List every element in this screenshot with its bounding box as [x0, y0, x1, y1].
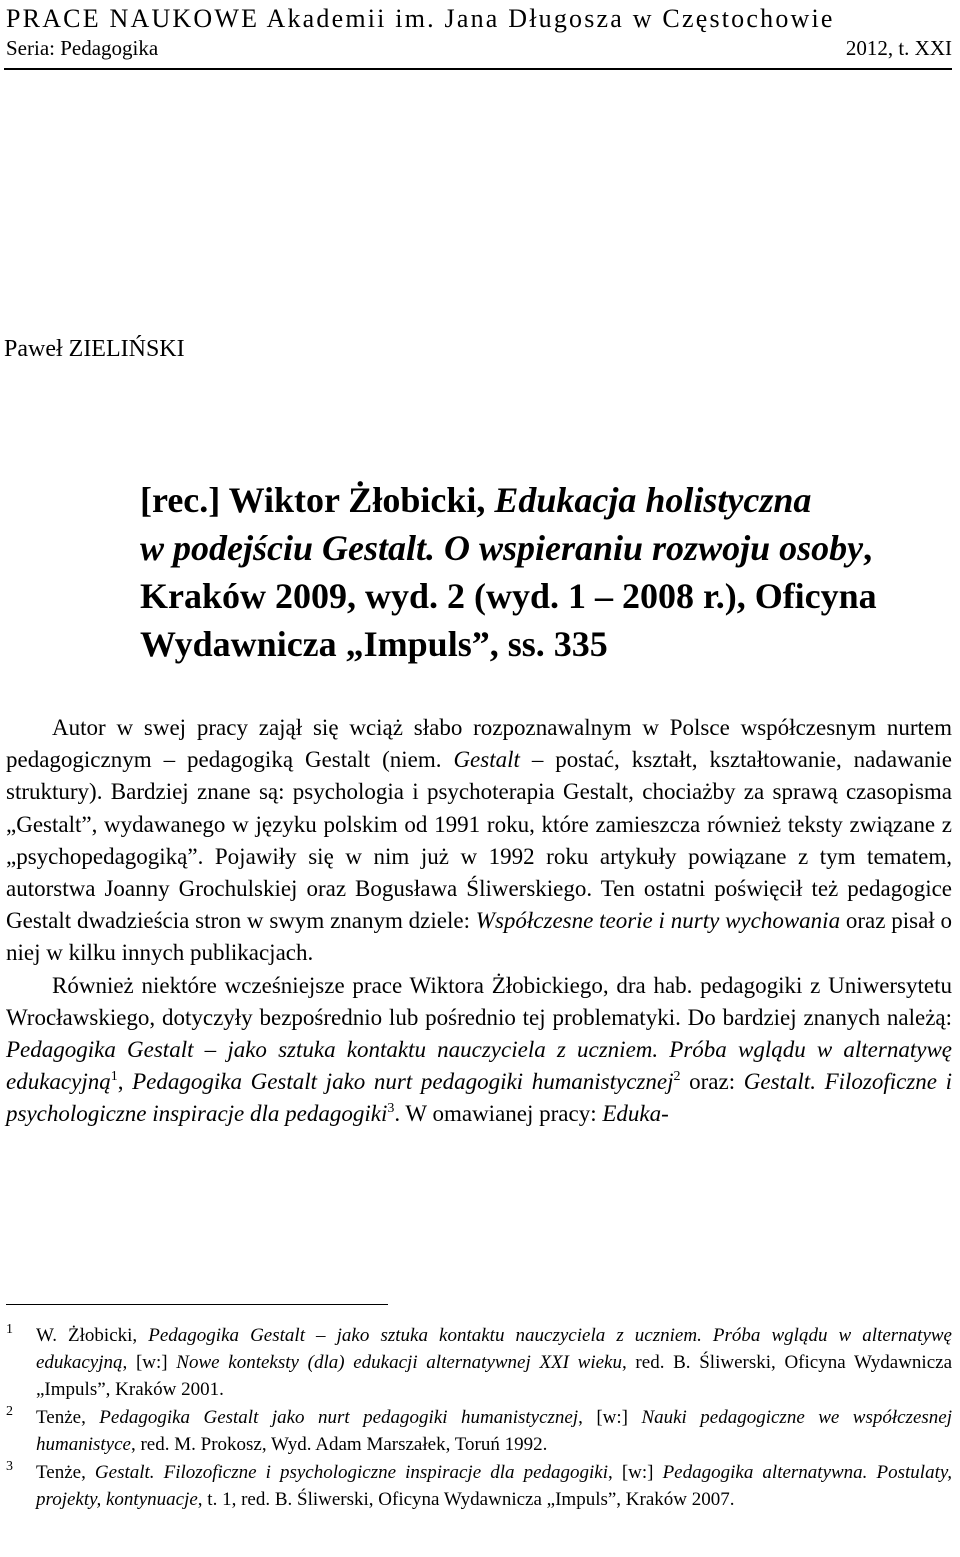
paragraph-2: Również niektóre wcześniejsze prace Wiktora Żłobickiego, dra hab. pedagogiki z Uniwersytetu Wrocławskiego, dotyczyły bezpośrednio lub pośrednio tej problematyki. Do bardziej znanych należą: Pedagogika Gestalt – jako sztuka kontaktu nauczyciela z uczniem. Próba wglądu w alternatywę edukacyjną$^1$, Pedagogika Gestalt jako nurt pedagogiki humanistycznej$^2$ oraz: Gestalt. Filozoficzne i psychologiczne inspiracje dla pedagogiki$^3$. W omawianej pracy: Eduka- [6, 972, 953, 1127]
series-line [6, 34, 952, 62]
title-line-1: [rec.] Wiktor Żłobicki, Edukacja holistyczna [140, 480, 812, 520]
title-line-2: w podejściu Gestalt. O wspieraniu rozwoju osoby, [140, 528, 873, 568]
footnote-ref-1: 1 [110, 1069, 118, 1085]
volume-label: 2012, t. XXI [845, 36, 952, 60]
author-name: Paweł ZIELIŃSKI [4, 336, 185, 362]
footnote-ref-2: 2 [673, 1069, 681, 1085]
review-title [140, 476, 940, 668]
footnote-1: 1 W. Żłobicki, Pedagogika Gestalt – jako sztuka kontaktu nauczyciela z uczniem. Próba wglądu w alternatywę edukacyjną, [w:] Nowe konteksty (dla) edukacji alternatywnej XXI wieku, red. B. Śliwerski, Oficyna Wydawnicza „Impuls”, Kraków 2001. [6, 1322, 952, 1403]
footnote-number: 2 [6, 1404, 13, 1419]
footnotes [6, 1322, 952, 1514]
footnote-2: 2 Tenże, Pedagogika Gestalt jako nurt pedagogiki humanistycznej, [w:] Nauki pedagogiczne we współczesnej humanistyce, red. M. Prokosz, Wyd. Adam Marszałek, Toruń 1992. [6, 1404, 952, 1458]
title-line-3: Kraków 2009, wyd. 2 (wyd. 1 – 2008 r.), Oficyna [140, 576, 877, 616]
footnote-rule [6, 1304, 388, 1305]
footnote-number: 1 [6, 1322, 13, 1337]
paragraph-1: Autor w swej pracy zajął się wciąż słabo rozpoznawalnym w Polsce współczesnym nurtem pedagogicznym – pedagogiką Gestalt (niem. Gestalt – postać, kształt, kształtowanie, nadawanie struktury). Bardziej znane są: psychologia i psychoterapia Gestalt, chociażby za sprawą czasopisma „Gestalt”, wydawanego w języku polskim od 1991 roku, które zamieszcza również teksty związane z „psychopedagogiką”. Pojawiły się w nim już w 1992 roku artykuły powiązane z tym tematem, autorstwa Joanny Grochulskiej oraz Bogusława Śliwerskiego. Ten ostatni poświęcił też pedagogice Gestalt dwadzieścia stron w swym znanym dziele: Współczesne teorie i nurty wychowania oraz pisał o niej w kilku innych publikacjach. [6, 715, 952, 966]
header-rule [4, 68, 952, 70]
body-text [6, 712, 952, 1131]
title-line-4: Wydawnicza „Impuls”, ss. 335 [140, 624, 608, 664]
footnote-number: 3 [6, 1459, 13, 1474]
series-label: Seria: Pedagogika [6, 36, 159, 60]
footnote-ref-3: 3 [387, 1101, 395, 1117]
footnote-3: 3 Tenże, Gestalt. Filozoficzne i psychologiczne inspiracje dla pedagogiki, [w:] Pedagogika alternatywna. Postulaty, projekty, kontynuacje, t. 1, red. B. Śliwerski, Oficyna Wydawnicza „Impuls”, Kraków 2007. [6, 1459, 952, 1513]
journal-running-head: PRACE NAUKOWE Akademii im. Jana Długosza w Częstochowie [6, 4, 835, 33]
